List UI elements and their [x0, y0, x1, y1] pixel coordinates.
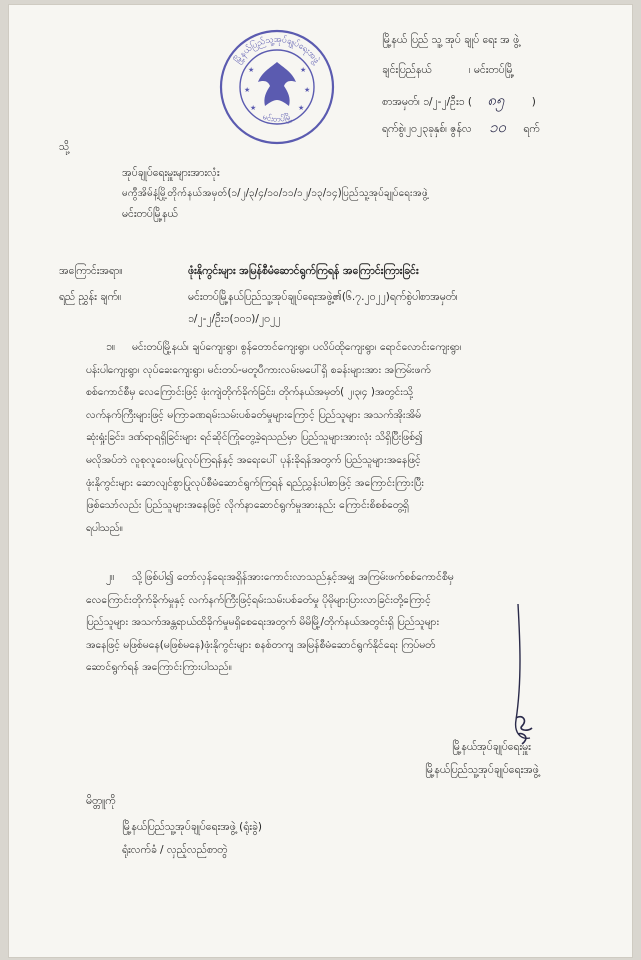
official-seal [218, 28, 336, 146]
date-handwritten: ၁၀ [489, 118, 506, 136]
seal-star-icon: ★ [248, 66, 255, 74]
seal-star-icon: ★ [298, 104, 305, 112]
reference-label: ရည် ညွှန်း ချက်။ [59, 291, 122, 303]
to-line-2: မကွီအိမ်နံ့မြို့တိုက်နယ်အမှတ်(၁/၂/၃/၄/၁၀/၁၁/၁၂/၁၃/၁၄)ပြည်သူ့အုပ်ချုပ်ရေးအဖွဲ့ [122, 188, 428, 199]
paragraph-1 [86, 336, 462, 539]
paragraph-line: ပြည်သူများ အသက်အန္တရာယ်ထိခိုက်မှုမရှိစေရေးအတွက် မိမိမြို့/တိုက်နယ်အတွင်းရှိ ပြည်သူများ [86, 616, 440, 629]
paragraph-line: ရပါသည်။ [86, 521, 123, 534]
paragraph-2-number: ၂။ [106, 571, 115, 583]
subject-text: ဖုံးနိုကွင်းများ အမြန်စီမံဆောင်ရွက်ကြရန် အကြောင်းကြားခြင်း [188, 265, 419, 277]
seal-text-top: မြို့နယ်ပြည်သူ့အုပ်ချုပ်ရေးအဖွဲ့ [232, 34, 322, 66]
paragraph-line: ဖုံးနိုကွင်းများ ဆောလျင်စွာပြုလုပ်စီမံဆောင်ရွက်ကြရန် ရည်ညွှန်းပါစာဖြင့် အကြောင်းကြားပြီး [86, 476, 425, 489]
paragraph-line: အနေဖြင့် မဖြစ်မနေ(မဖြစ်မနေ)ဖုံးနိုကွင်းများ စနစ်တကျ အမြန်စီမံဆောင်ရွက်နိုင်ရေး ကြပ်မတ် [86, 638, 436, 651]
paragraph-line: စစ်ကောင်စီမှ လေကြောင်းဖြင့် ဖုံးကျဲတိုက်ခိုက်ခြင်း၊ တိုက်နယ်အမှတ်( ၂၊၃၊၄ )အတွင်းသို့ [86, 386, 414, 399]
letter-number-close: ) [531, 96, 536, 108]
letter-number-handwritten: ၈၅ [487, 91, 505, 109]
paragraph-line: ဆုံးရှုံးခြင်း၊ ဒဏ်ရာရရှိခြင်းများ ရင်ဆိုင်ကြုံတွေ့ခဲ့ရသည်မှာ ပြည်သူများအားလုံး သိရှိပြီးဖြစ်၍ [86, 431, 423, 444]
copy-label: မိတ္တူကို [86, 795, 116, 807]
signature-title-2: မြို့နယ်ပြည်သူ့အုပ်ချုပ်ရေးအဖွဲ့ [425, 764, 539, 776]
header-date [382, 118, 540, 140]
paragraph-line: မလိုအပ်ဘဲ လူစုလူဝေးမပြုလုပ်ကြရန်နှင့် အရေးပေါ် ပုန်းခိုရန်အတွက် ပြည်သူများအနေဖြင့် [86, 453, 421, 466]
paragraph-line: ဖြစ်သော်လည်း ပြည်သူများအနေဖြင့် လိုက်နာဆောင်ရွက်မှုအားနည်း ကြောင်းစိစစ်တွေ့ရှိ [86, 499, 409, 512]
header-location [382, 64, 514, 79]
seal-star-icon: ★ [300, 66, 307, 74]
to-line-1: အုပ်ချုပ်ရေးမှူးများအားလုံး [122, 167, 220, 179]
header-org: မြို့နယ် ပြည် သူ့ အုပ် ချုပ် ရေး အ ဖွဲ့ [382, 34, 520, 46]
reference-line-2: ၁/၂-၂/ဦး၁(၁၀၁)/၂၀၂၂ [188, 313, 281, 325]
paragraph-1-number: ၁။ [106, 341, 116, 353]
seal-star-icon: ★ [244, 86, 251, 94]
date-suffix: ရက် [523, 123, 540, 135]
to-label: သို့ [59, 141, 70, 153]
paragraph-line: လက်နက်ကြီးများဖြင့် မကြာခဏရမ်းသမ်းပစ်ခတ်မှုများကြောင့် ပြည်သူများ အသက်အိုးအိမ် [86, 408, 422, 421]
paragraph-line: ဆောင်ရွက်ရန် အကြောင်းကြားပါသည်။ [86, 661, 232, 674]
paragraph-line: ပန်းပါကျေးရွာ၊ လုပ်ခေးကျေးရွာ၊ မင်းတပ်-မတူပီကားလမ်းမပေါ်ရှိ စခန်းများအား အကြမ်းဖက် [86, 363, 431, 376]
paragraph-2 [86, 566, 454, 679]
seal-star-icon: ★ [250, 104, 257, 112]
paragraph-line: မင်းတပ်မြို့နယ်၊ ချပ်ကျေးရွာ၊ စွန်တောင်ကျေးရွာ၊ ပလိပ်ထိုကျေးရွာ၊ ရောင်လောင်းကျေးရွာ၊ [132, 341, 462, 353]
paragraph-line: လေကြောင်းတိုက်ခိုက်မှုနှင့် လက်နက်ကြီးဖြင့်ရမ်းသမ်းပစ်ခတ်မှု ပိုမိုများပြားလာခြင်းတို့ကြောင့် [86, 593, 431, 606]
header-letter-number [382, 91, 536, 113]
header-location-value: ၊ မင်းတပ်မြို့ [468, 64, 515, 76]
copy-line-2: ရုံးလက်ခံ / လှည့်လည်စာတွဲ [122, 844, 228, 856]
subject-label: အကြောင်းအရာ။ [59, 265, 123, 277]
paragraph-line: သို့ဖြစ်ပါ၍ တော်လှန်ရေးအရှိန်အားကောင်းလာသည်နှင့်အမျှ အကြမ်းဖက်စစ်ကောင်စီမှ [132, 571, 454, 583]
letter-number-label: စာအမှတ်၊ ၁/၂-၂/ဦး၁ ( [382, 96, 472, 108]
reference-line-1: မင်းတပ်မြို့နယ်ပြည်သူ့အုပ်ချုပ်ရေးအဖွဲ့၏(၆.၇.၂၀၂၂)ရက်စွဲပါစာအမှတ်၊ [188, 291, 458, 303]
header-location-label: ချင်းပြည်နယ် [382, 64, 432, 76]
seal-star-icon: ★ [304, 86, 311, 94]
signature-title-1: မြို့နယ်အုပ်ချုပ်ရေးမှူး [452, 741, 531, 753]
date-label: ရက်စွဲ၊၂၀၂၃ခုနှစ်၊ ဇွန်လ [382, 123, 472, 135]
seal-emblem [258, 62, 296, 106]
to-line-3: မင်းတပ်မြို့နယ် [122, 208, 178, 220]
copy-line-1: မြို့နယ်ပြည်သူ့အုပ်ချုပ်ရေးအဖွဲ့ (ရုံးခွဲ) [122, 821, 262, 833]
seal-text-bottom: မင်းတပ်မြို့ [261, 111, 293, 124]
